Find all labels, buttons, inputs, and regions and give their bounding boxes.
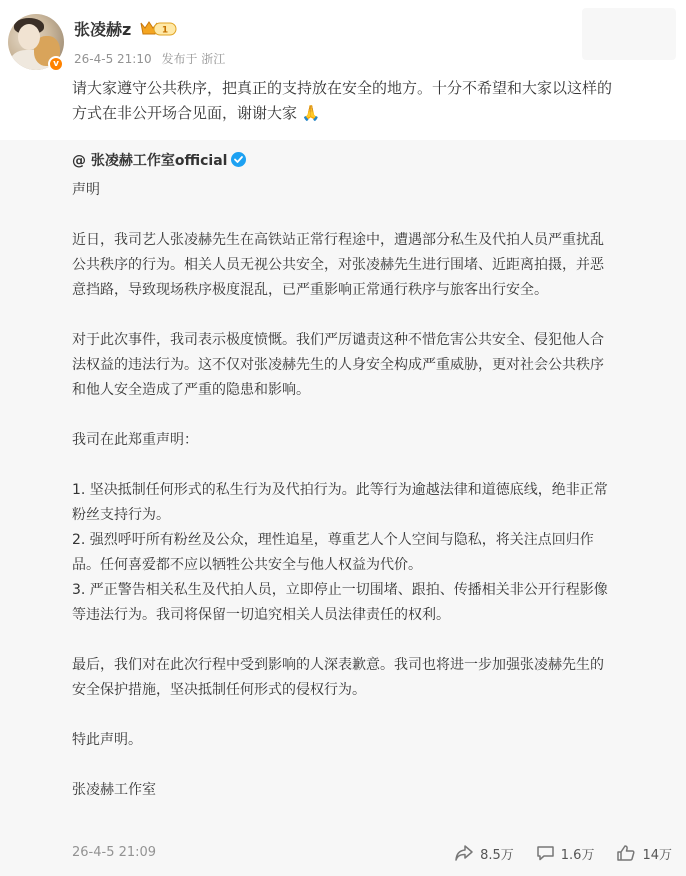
weibo-post [0, 0, 686, 140]
action-bar [432, 840, 672, 866]
repost-text-line: 粉丝支持行为。 [72, 507, 170, 523]
repost-author[interactable] [72, 150, 246, 170]
repost-text-line: 特此声明。 [72, 732, 142, 748]
author-name[interactable]: 张凌赫z [74, 20, 132, 39]
like-icon [616, 844, 636, 862]
like-button[interactable] [616, 844, 672, 863]
repost-text-line: 1. 坚决抵制任何形式的私生行为及代拍行为。此等行为逾越法律和道德底线，绝非正常 [72, 482, 608, 498]
repost-text-line: 最后，我们对在此次行程中受到影响的人深表歉意。我司也将进一步加强张凌赫先生的 [72, 657, 604, 673]
repost-text-line: 张凌赫工作室 [72, 782, 156, 798]
comment-count: 1.6万 [560, 847, 595, 863]
repost-card[interactable] [0, 140, 686, 876]
paragraph-gap [72, 203, 672, 228]
repost-text-line: 意挡路，导致现场秩序极度混乱，已严重影响正常通行秩序与旅客出行安全。 [72, 282, 548, 298]
paragraph-gap [72, 753, 672, 778]
verified-icon: v [48, 56, 64, 72]
paragraph-gap [72, 628, 672, 653]
post-text-line: 请大家遵守公共秩序，把真正的支持放在安全的地方。十分不希望和大家以这样的 [72, 79, 613, 97]
repost-text-line: 对于此次事件，我司表示极度愤慨。我们严厉谴责这种不惜危害公共安全、侵犯他人合 [72, 332, 604, 348]
ad-placeholder [582, 8, 676, 60]
post-location: 发布于 浙江 [161, 52, 226, 66]
vip-level: 1 [161, 25, 169, 36]
verified-icon [231, 152, 246, 167]
repost-text-line: 和他人安全造成了严重的隐患和影响。 [72, 382, 310, 398]
repost-text-line: 安全保护措施，坚决抵制任何形式的侵权行为。 [72, 682, 366, 698]
repost-text-line: 法权益的违法行为。这不仅对张凌赫先生的人身安全构成严重威胁，更对社会公共秩序 [72, 357, 604, 373]
paragraph-gap [72, 403, 672, 428]
share-button[interactable] [454, 844, 514, 863]
comment-icon [536, 844, 555, 862]
repost-text-line: 3. 严正警告相关私生及代拍人员，立即停止一切围堵、跟拍、传播相关非公开行程影像 [72, 582, 608, 598]
comment-button[interactable] [536, 844, 595, 863]
post-time[interactable]: 26-4-5 21:10 [74, 52, 152, 66]
post-meta [74, 50, 231, 67]
repost-text-line: 2. 强烈呼吁所有粉丝及公众，理性追星，尊重艺人个人空间与隐私，将关注点回归作 [72, 532, 594, 548]
repost-text-line: 声明 [72, 182, 100, 198]
paragraph-gap [72, 303, 672, 328]
paragraph-gap [72, 453, 672, 478]
repost-text-line: 公共秩序的行为。相关人员无视公共安全，对张凌赫先生进行围堵、近距离拍摄，并恶 [72, 257, 604, 273]
paragraph-gap [72, 703, 672, 728]
like-count: 14万 [642, 847, 672, 863]
repost-text-line: 等违法行为。我司将保留一切追究相关人员法律责任的权利。 [72, 607, 450, 623]
post-text-line: 方式在非公开场合见面，谢谢大家 🙏 [72, 104, 321, 122]
repost-text-line: 品。任何喜爱都不应以牺牲公共安全与他人权益为代价。 [72, 557, 422, 573]
share-icon [454, 844, 474, 862]
post-text [72, 76, 672, 126]
repost-text-line: 我司在此郑重声明： [72, 432, 198, 448]
repost-time[interactable]: 26-4-5 21:09 [72, 845, 157, 860]
repost-text-line: 近日，我司艺人张凌赫先生在高铁站正常行程途中，遭遇部分私生及代拍人员严重扰乱 [72, 232, 604, 248]
vip-crown-icon[interactable] [139, 19, 179, 37]
share-count: 8.5万 [480, 847, 514, 863]
repost-body [72, 178, 672, 803]
repost-author-name[interactable]: @ 张凌赫工作室official [72, 153, 228, 169]
